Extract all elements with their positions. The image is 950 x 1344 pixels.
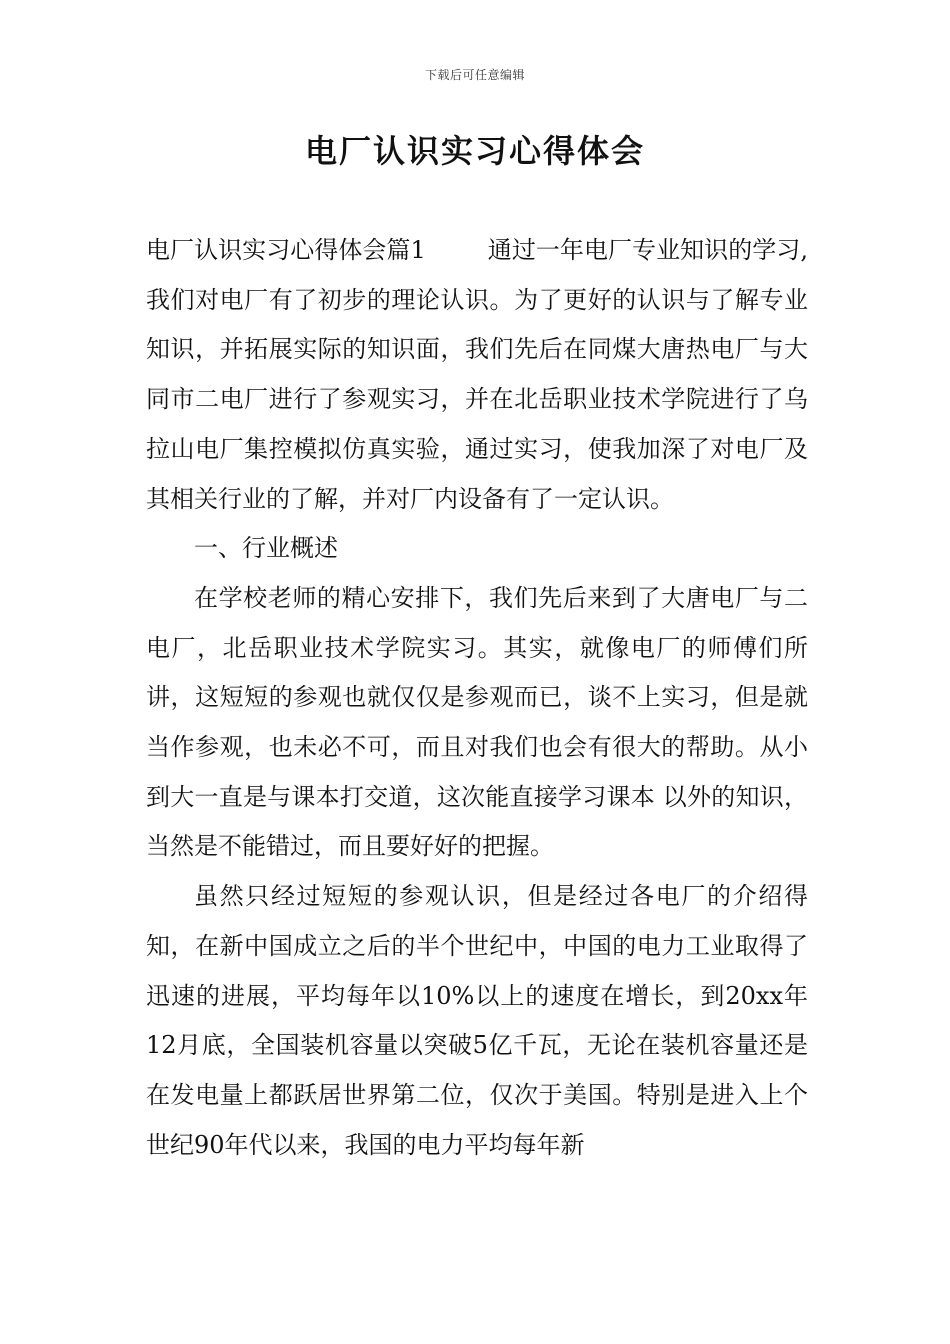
body-paragraph: 在学校老师的精心安排下，我们先后来到了大唐电厂与二电厂，北岳职业技术学院实习。其实，就像电厂的师傅们所讲，这短短的参观也就仅仅是参观而已，谈不上实习，但是就当作参观，也未必不可，而且对我们也会有很大的帮助。从小到大一直是与课本打交道，这次能直接学习课本 以外的知识，当然是不能错过，而且要好好的把握。: [146, 583, 808, 861]
intro-lead: 电厂认识实习心得体会篇1: [146, 236, 426, 264]
body-paragraph: 虽然只经过短短的参观认识，但是经过各电厂的介绍得知，在新中国成立之后的半个世纪中，中国的电力工业取得了迅速的进展，平均每年以10%以上的速度在增长，到20xx年12月底，全国装机容量以突破5亿千瓦，无论在装机容量还是在发电量上都跃居世界第二位，仅次于美国。特别是进入上个世纪90年代以来，我国的电力平均每年新: [146, 882, 808, 1159]
document-body: [146, 226, 808, 1170]
intro-text: 通过一年电厂专业知识的学习,我们对电厂有了初步的理论认识。为了更好的认识与了解专业知识，并拓展实际的知识面，我们先后在同煤大唐热电厂与大同市二电厂进行了参观实习，并在北岳职业技术学院进行了乌拉山电厂集控模拟仿真实验，通过实习，使我加深了对电厂及其相关行业的了解，并对厂内设备有了一定认识。: [146, 236, 808, 513]
document-title: 电厂认识实习心得体会: [304, 132, 645, 170]
intro-paragraph: [146, 226, 808, 524]
section-heading: 一、行业概述: [194, 534, 338, 563]
header-note: 下载后可任意编辑: [424, 68, 525, 82]
